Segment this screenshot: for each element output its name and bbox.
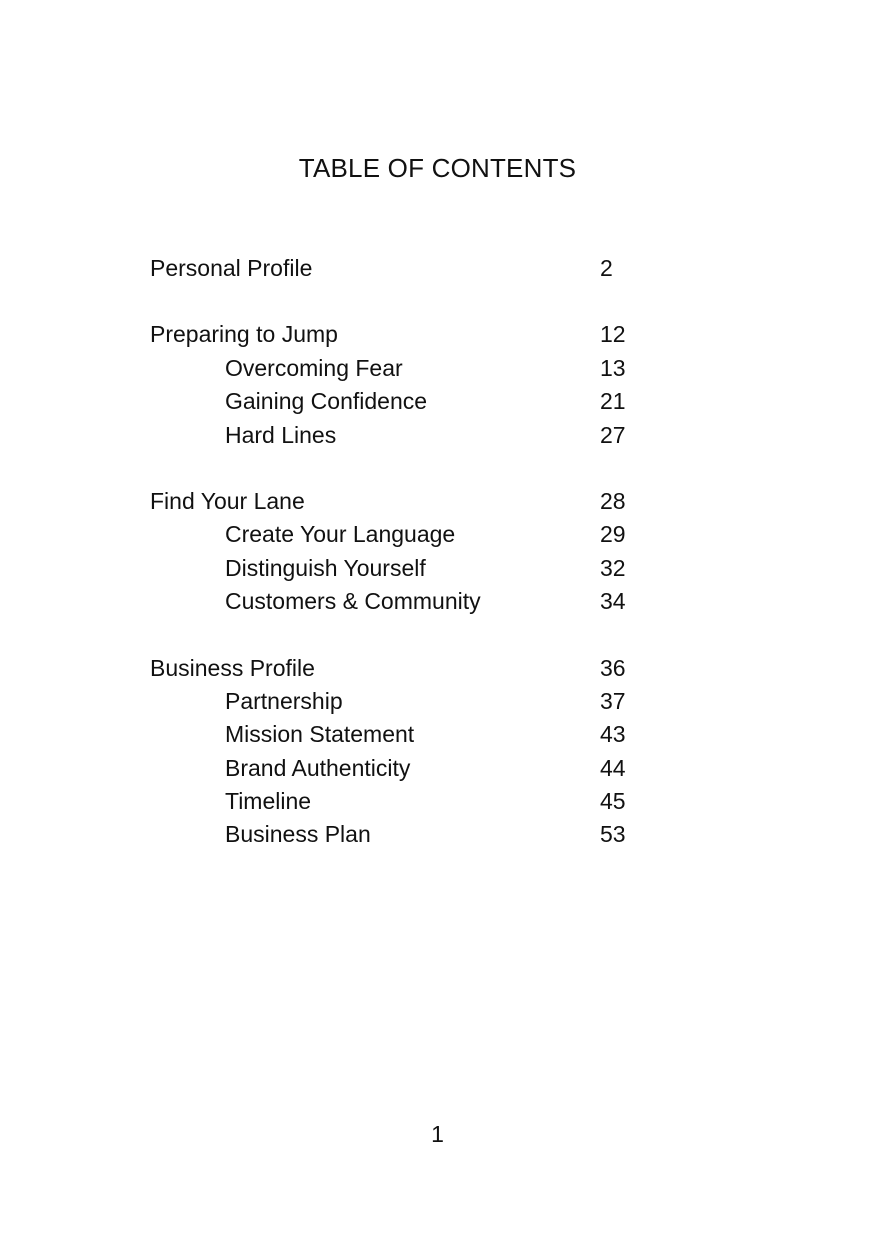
toc-subentry-label: Create Your Language <box>225 521 456 548</box>
toc-entry <box>150 652 650 685</box>
toc-entry <box>150 485 650 518</box>
toc-entry-label: Business Profile <box>150 654 315 681</box>
toc-subentry <box>150 752 650 785</box>
toc-subentry <box>150 352 650 385</box>
toc-section-find-your-lane <box>150 485 650 619</box>
toc-subentry-label: Mission Statement <box>225 721 415 748</box>
toc-subentry <box>150 518 650 551</box>
toc-subentry-label: Business Plan <box>225 821 371 848</box>
toc-subentry-label: Partnership <box>225 687 343 714</box>
toc-section-business-profile <box>150 652 650 852</box>
toc-entry-label: Find Your Lane <box>150 487 305 514</box>
toc-section-personal-profile <box>150 252 650 285</box>
toc-subentry-label: Hard Lines <box>225 421 337 448</box>
table-of-contents <box>150 252 650 885</box>
toc-subentry <box>150 585 650 618</box>
toc-subentry-label: Overcoming Fear <box>225 354 403 381</box>
toc-subentry <box>150 818 650 851</box>
toc-subentry-page: 43 <box>600 721 626 748</box>
toc-subentry-page: 32 <box>600 554 626 581</box>
toc-subentry <box>150 785 650 818</box>
toc-subentry-page: 37 <box>600 687 626 714</box>
toc-section-preparing-to-jump <box>150 318 650 452</box>
toc-subentry <box>150 685 650 718</box>
toc-subentry-page: 34 <box>600 588 626 615</box>
toc-subentry-page: 21 <box>600 388 626 415</box>
toc-subentry <box>150 552 650 585</box>
toc-entry-label: Personal Profile <box>150 255 313 281</box>
toc-subentry <box>150 718 650 751</box>
toc-subentry-page: 44 <box>600 754 626 781</box>
toc-subentry <box>150 385 650 418</box>
toc-subentry-page: 53 <box>600 821 626 848</box>
toc-subentry-page: 45 <box>600 788 626 815</box>
toc-subentry-label: Timeline <box>225 788 312 815</box>
toc-subentry-label: Distinguish Yourself <box>225 554 426 581</box>
page-number: 1 <box>431 1121 444 1147</box>
toc-subentry-page: 29 <box>600 521 626 548</box>
page-title: TABLE OF CONTENTS <box>298 153 577 183</box>
toc-entry-page: 36 <box>600 654 626 681</box>
toc-subentry-page: 27 <box>600 421 626 448</box>
toc-entry-label: Preparing to Jump <box>150 321 338 348</box>
toc-subentry-label: Gaining Confidence <box>225 388 428 415</box>
toc-entry-page: 12 <box>600 321 626 348</box>
toc-subentry <box>150 419 650 452</box>
toc-subentry-page: 13 <box>600 354 626 381</box>
toc-entry <box>150 252 650 285</box>
toc-entry-page: 28 <box>600 487 626 514</box>
toc-subentry-label: Customers & Community <box>225 588 481 615</box>
toc-entry <box>150 318 650 351</box>
toc-subentry-label: Brand Authenticity <box>225 754 411 781</box>
toc-entry-page: 2 <box>600 255 613 281</box>
